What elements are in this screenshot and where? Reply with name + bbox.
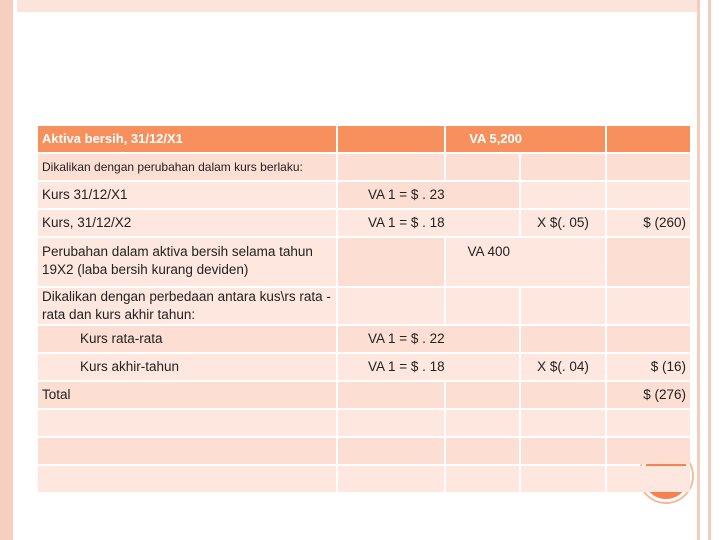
empty-cell [607,326,690,352]
left-frame-bar [0,0,13,540]
empty-cell [521,326,605,352]
table-row [38,238,690,286]
table-row [38,154,690,180]
empty-cell [38,466,336,492]
row-label: Kurs rata-rata [38,326,336,352]
empty-cell [521,438,605,464]
table-row [38,382,690,408]
empty-cell [38,438,336,464]
table-row [38,354,690,380]
table-row [38,288,690,324]
multiplier-cell: X $(. 05) [521,210,605,236]
empty-cell [521,288,605,324]
header-empty [607,126,690,152]
total-label: Total [38,382,336,408]
empty-cell [607,410,690,436]
row-label: Kurs 31/12/X1 [38,182,336,208]
empty-cell [607,438,690,464]
empty-cell [338,438,444,464]
empty-cell [521,182,605,208]
row-label: Kurs, 31/12/X2 [38,210,336,236]
empty-cell [338,382,444,408]
row-label: Dikalikan dengan perbedaan antara kus\rs rata -rata dan kurs akhir tahun: [38,288,336,324]
empty-cell [521,410,605,436]
empty-cell [446,154,519,180]
empty-cell [338,410,444,436]
row-label: Perubahan dalam aktiva bersih selama tahun 19X2 (laba bersih kurang deviden) [38,238,336,286]
empty-cell [607,238,690,286]
empty-cell [446,382,519,408]
empty-cell [607,466,690,492]
right-frame-bar [697,0,700,540]
table-row [38,410,690,436]
empty-cell [521,154,605,180]
result-cell: $ (260) [607,210,690,236]
empty-cell [338,466,444,492]
empty-cell [338,154,444,180]
sub-header-label: Dikalikan dengan perubahan dalam kurs berlaku: [38,154,336,180]
empty-cell [607,288,690,324]
header-value: VA 5,200 [446,126,605,152]
empty-cell [446,410,519,436]
result-cell: $ (16) [607,354,690,380]
empty-cell [521,466,605,492]
multiplier-cell: X $(. 04) [521,354,605,380]
rate-cell: VA 1 = $ . 18 [338,210,519,236]
table-row [38,182,690,208]
empty-cell [446,466,519,492]
empty-cell [446,438,519,464]
right-frame-bar-outer [708,0,711,540]
table-header-row [38,126,690,152]
empty-cell [521,382,605,408]
top-frame-bar [17,0,698,12]
row-label: Kurs akhir-tahun [38,354,336,380]
empty-cell [607,182,690,208]
empty-cell [446,288,519,324]
empty-cell [38,410,336,436]
rate-cell: VA 1 = $ . 23 [338,182,519,208]
value-cell: VA 400 [446,238,605,286]
table-row [38,466,690,492]
header-empty [338,126,444,152]
total-result: $ (276) [607,382,690,408]
translation-table [36,124,692,494]
table-row [38,438,690,464]
empty-cell [338,238,444,286]
empty-cell [338,288,444,324]
rate-cell: VA 1 = $ . 22 [338,326,519,352]
header-label: Aktiva bersih, 31/12/X1 [38,126,336,152]
table-row [38,326,690,352]
empty-cell [607,154,690,180]
rate-cell: VA 1 = $ . 18 [338,354,519,380]
table-row [38,210,690,236]
